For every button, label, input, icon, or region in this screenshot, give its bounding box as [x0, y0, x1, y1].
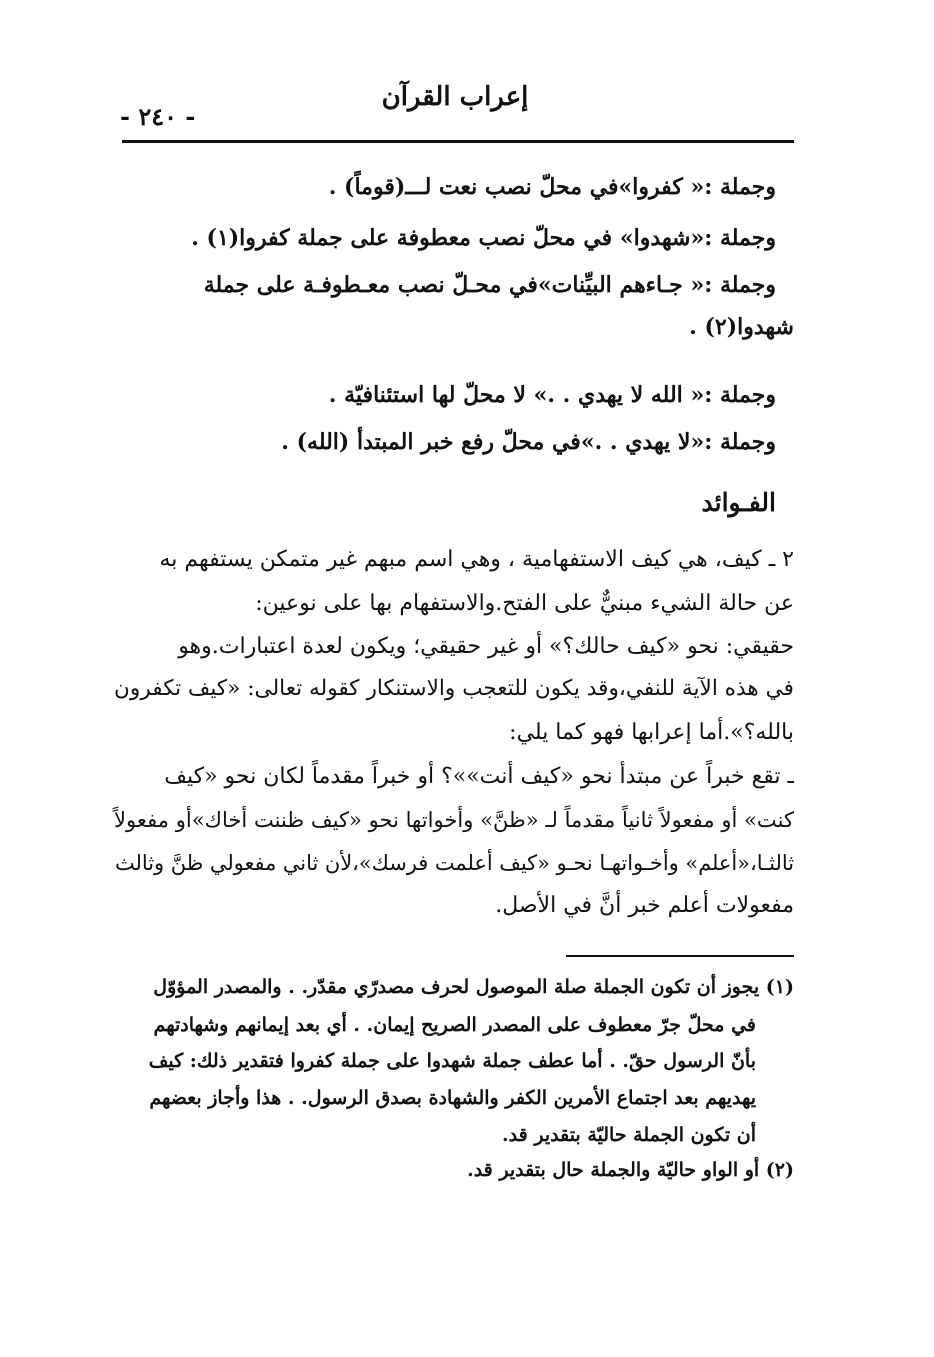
footnote-line: في محلّ جرّ معطوف على المصدر الصريح إيمان. . أي بعد إيمانهم وشهادتهم	[153, 1014, 756, 1036]
sentence-line: وجملة :«لا يهدي . .»في محلّ رفع خبر المبتدأ (الله) .	[281, 429, 776, 455]
section-title: الفـوائد	[701, 488, 776, 517]
paragraph-line: عن حالة الشيء مبنيٌّ على الفتح.والاستفهام بها على نوعين:	[255, 591, 794, 616]
sentence-line: وجملة :«شهدوا» في محلّ نصب معطوفة على جملة كفروا(١) .	[191, 225, 776, 251]
paragraph-line: في هذه الآية للنفي،وقد يكون للتعجب والاستنكار كقوله تعالى: «كيف تكفرون	[114, 676, 794, 701]
paragraph-line: ٢ ـ كيف، هي كيف الاستفهامية ، وهي اسم مبهم غير متمكن يستفهم به	[159, 547, 794, 572]
paragraph-line: حقيقي: نحو «كيف حالك؟» أو غير حقيقي؛ ويكون لعدة اعتبارات.وهو	[178, 634, 794, 659]
paragraph-line: كنت» أو مفعولاً ثانياً مقدماً لـ «ظنَّ» وأخواتها نحو «كيف ظننت أخاك»أو مفعولاً	[114, 807, 794, 832]
page-title: إعراب القرآن	[381, 82, 529, 112]
page-number: - ٢٤٠ -	[120, 102, 196, 131]
paragraph-line: ـ تقع خبراً عن مبتدأ نحو «كيف أنت»»؟ أو خبراً مقدماً لكان نحو «كيف	[164, 764, 794, 789]
paragraph-line: ثالثـا،«أعلم» وأخـواتهـا نحـو «كيف أعلمت فرسك»،لأن ثاني مفعولي ظنَّ وثالث	[115, 851, 794, 875]
sentence-line: وجملة :« كفروا»في محلّ نصب نعت لـــ(قوماً) .	[328, 174, 776, 200]
footnote-line: يهديهم بعد اجتماع الأمرين الكفر والشهادة بصدق الرسول. . هذا وأجاز بعضهم	[149, 1087, 756, 1109]
footnote-line: بأنّ الرسول حقّ. . أما عطف جملة شهدوا على جملة كفروا فتقدير ذلك: كيف	[148, 1050, 756, 1072]
footnote-line: أن تكون الجملة حاليّة بتقدير قد.	[502, 1124, 756, 1146]
footnote-rule	[566, 955, 794, 957]
sentence-line: وجملة :« الله لا يهدي . .» لا محلّ لها استئنافيّة .	[328, 382, 776, 408]
sentence-line: شهدوا(٢) .	[689, 314, 794, 340]
header-rule	[122, 140, 794, 143]
paragraph-line: بالله؟».أما إعرابها فهو كما يلي:	[509, 720, 794, 745]
paragraph-line: مفعولات أعلم خبر أنَّ في الأصل.	[495, 893, 794, 918]
footnote-line: (١) يجوز أن تكون الجملة صلة الموصول لحرف مصدرّي مقدّر. . والمصدر المؤوّل	[153, 976, 794, 998]
footnote-line: (٢) أو الواو حاليّة والجملة حال بتقدير قد.	[467, 1159, 794, 1181]
sentence-line: وجملة :« جـاءهم البيِّنات»في محـلّ نصب معـطوفـة على جملة	[203, 272, 776, 298]
page-header	[120, 82, 790, 131]
